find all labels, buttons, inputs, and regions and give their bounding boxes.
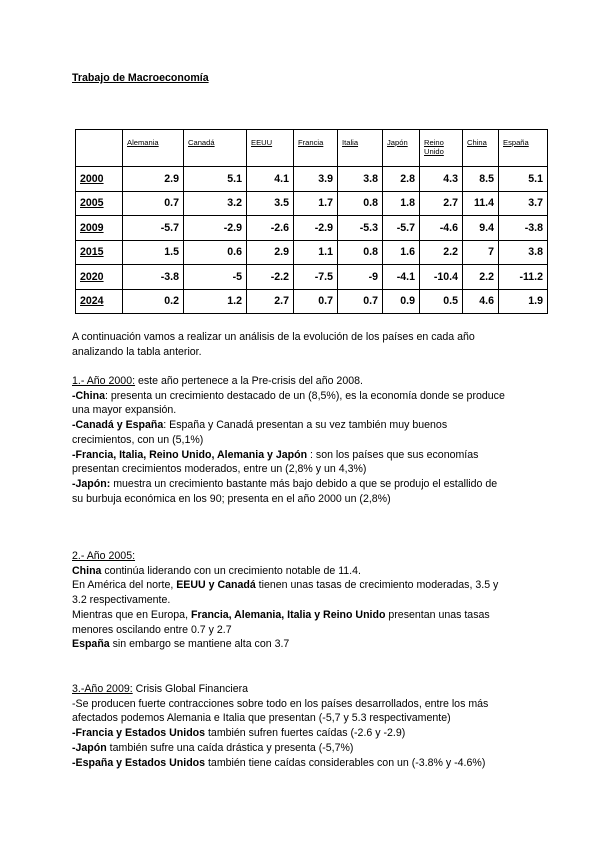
table-cell: -10.4: [420, 265, 463, 290]
paragraph-line: [72, 418, 542, 433]
row-year: 2024: [76, 289, 123, 314]
table-cell: 8.5: [463, 167, 499, 192]
table-row: [76, 167, 548, 192]
paragraph-line: afectados podemos Alemania e Italia que presentan (-5,7 y 5.3 respectivamente): [72, 712, 451, 725]
table-cell: -2.9: [184, 216, 247, 241]
section-heading: 1.- Año 2000:: [72, 375, 136, 387]
paragraph-text: Mientras que en Europa,: [72, 608, 191, 621]
table-cell: 0.6: [184, 240, 247, 265]
table-cell: 3.2: [184, 191, 247, 216]
table-cell: 0.2: [123, 289, 184, 314]
paragraph-line: [72, 564, 542, 579]
country-label: -Canadá y España: [72, 419, 164, 432]
column-header: Alemania: [123, 130, 184, 167]
table-row: [76, 240, 548, 265]
paragraph-line: -Se producen fuerte contracciones sobre todo en los países desarrollados, entre los más: [72, 697, 489, 710]
row-year: 2020: [76, 265, 123, 290]
table-cell: 4.3: [420, 167, 463, 192]
section-heading-line: [72, 682, 542, 697]
section-2000: [72, 374, 542, 506]
table-cell: 11.4: [463, 191, 499, 216]
table-cell: 3.8: [499, 240, 548, 265]
paragraph-line: una mayor expansión.: [72, 404, 177, 417]
table-cell: -5: [184, 265, 247, 290]
paragraph-line: [72, 756, 542, 771]
section-heading-rest: este año pertenece a la Pre-crisis del año 2008.: [135, 375, 363, 387]
paragraph-text: muestra un crecimiento bastante más bajo debido a que se produjo el estallido de: [110, 477, 498, 490]
section-heading: 2.- Año 2005:: [72, 550, 136, 562]
table-cell: 5.1: [184, 167, 247, 192]
paragraph-line: presentan crecimientos moderados, entre un (2,8% y un 4,3%): [72, 463, 367, 476]
table-cell: 7: [463, 240, 499, 265]
table-cell: 1.6: [383, 240, 420, 265]
table-cell: 2.9: [247, 240, 294, 265]
table-cell: -5.7: [123, 216, 184, 241]
paragraph-text: sin embargo se mantiene alta con 3.7: [109, 638, 290, 651]
table-cell: 0.7: [123, 191, 184, 216]
row-year: 2015: [76, 240, 123, 265]
paragraph-line: menores oscilando entre 0.7 y 2.7: [72, 623, 232, 636]
table-cell: -3.8: [499, 216, 548, 241]
paragraph-line: [72, 741, 542, 756]
paragraph-text: tienen unas tasas de crecimiento moderadas, 3.5 y: [255, 579, 499, 592]
paragraph-text: En América del norte,: [72, 579, 177, 592]
section-heading-line: [72, 374, 542, 389]
country-label: -Japón: [72, 741, 107, 754]
paragraph-line: [72, 448, 542, 463]
paragraph-text: continúa liderando con un crecimiento notable de 11.4.: [101, 564, 361, 577]
table-cell: 4.1: [247, 167, 294, 192]
column-header: España: [499, 130, 548, 167]
table-header-row: [76, 130, 548, 167]
table-cell: 1.1: [294, 240, 338, 265]
table-cell: 2.7: [420, 191, 463, 216]
table-cell: 0.8: [338, 240, 383, 265]
table-cell: 0.7: [294, 289, 338, 314]
paragraph-line: [72, 477, 542, 492]
table-cell: 3.5: [247, 191, 294, 216]
row-year: 2005: [76, 191, 123, 216]
table-cell: -5.3: [338, 216, 383, 241]
table-cell: -7.5: [294, 265, 338, 290]
paragraph-line: [72, 608, 542, 623]
intro-line: A continuación vamos a realizar un análisis de la evolución de los países en cada año: [72, 331, 475, 343]
paragraph-text: también sufre una caída drástica y presenta (-5,7%): [106, 741, 354, 754]
section-2009: [72, 682, 542, 770]
paragraph-text: presentan unas tasas: [385, 608, 490, 621]
column-header: Reino Unido: [420, 130, 463, 167]
paragraph-line: su burbuja económica en los 90; presenta en el año 2000 un (2,8%): [72, 492, 391, 505]
table-row: [76, 289, 548, 314]
table-cell: 2.2: [463, 265, 499, 290]
column-header: Canadá: [184, 130, 247, 167]
table-cell: 0.9: [383, 289, 420, 314]
table-cell: 1.2: [184, 289, 247, 314]
paragraph-line: 3.2 respectivamente.: [72, 594, 171, 607]
table-cell: -2.6: [247, 216, 294, 241]
row-year: 2000: [76, 167, 123, 192]
country-label: -Francia y Estados Unidos: [72, 727, 206, 740]
table-cell: -9: [338, 265, 383, 290]
intro-paragraph: [72, 330, 542, 359]
table-row: [76, 265, 548, 290]
table-cell: 2.2: [420, 240, 463, 265]
table-cell: 1.9: [499, 289, 548, 314]
table-cell: 3.9: [294, 167, 338, 192]
table-cell: 1.7: [294, 191, 338, 216]
table-cell: 0.5: [420, 289, 463, 314]
paragraph-line: [72, 389, 542, 404]
table-cell: -3.8: [123, 265, 184, 290]
table-cell: 1.5: [123, 240, 184, 265]
table-cell: 3.8: [338, 167, 383, 192]
paragraph-text: también sufren fuertes caídas (-2.6 y -2.9): [205, 727, 406, 740]
country-label: -España y Estados Unidos: [72, 756, 206, 769]
table-cell: 0.7: [338, 289, 383, 314]
table-cell: 3.7: [499, 191, 548, 216]
country-label: -China: [72, 389, 105, 402]
table-cell: 9.4: [463, 216, 499, 241]
section-heading: 3.-Año 2009:: [72, 683, 133, 695]
paragraph-line: crecimientos, con un (5,1%): [72, 433, 204, 446]
table-cell: -4.6: [420, 216, 463, 241]
gdp-growth-table: [75, 129, 548, 314]
table-cell: 0.8: [338, 191, 383, 216]
paragraph-text: : son los países que sus economías: [307, 448, 479, 461]
country-label: -Francia, Italia, Reino Unido, Alemania y Japón: [72, 448, 308, 461]
country-label: EEUU y Canadá: [176, 579, 256, 592]
document-title: Trabajo de Macroeconomía: [72, 72, 209, 84]
section-heading-rest: Crisis Global Financiera: [132, 683, 249, 695]
column-header: China: [463, 130, 499, 167]
table-cell: 2.7: [247, 289, 294, 314]
paragraph-text: : España y Canadá presentan a su vez también muy buenos: [163, 419, 448, 432]
paragraph-text: : presenta un crecimiento destacado de un (8,5%), es la economía donde se produce: [104, 389, 505, 402]
section-2005: [72, 549, 542, 652]
intro-line: analizando la tabla anterior.: [72, 345, 202, 358]
paragraph-line: [72, 578, 542, 593]
table-cell: 2.8: [383, 167, 420, 192]
table-cell: -11.2: [499, 265, 548, 290]
paragraph-text: también tiene caídas considerables con un (-3.8% y -4.6%): [205, 756, 486, 769]
table-cell: -2.9: [294, 216, 338, 241]
table-corner-cell: [76, 130, 123, 167]
country-label: China: [72, 564, 102, 577]
table-row: [76, 191, 548, 216]
country-label: -Japón:: [72, 477, 111, 490]
paragraph-line: [72, 637, 542, 652]
table-row: [76, 216, 548, 241]
table-cell: 4.6: [463, 289, 499, 314]
paragraph-line: [72, 726, 542, 741]
column-header: Francia: [294, 130, 338, 167]
table-cell: 1.8: [383, 191, 420, 216]
table-cell: -4.1: [383, 265, 420, 290]
row-year: 2009: [76, 216, 123, 241]
table-cell: -2.2: [247, 265, 294, 290]
country-label: España: [72, 638, 110, 651]
country-label: Francia, Alemania, Italia y Reino Unido: [190, 608, 386, 621]
table-cell: 2.9: [123, 167, 184, 192]
table-cell: 5.1: [499, 167, 548, 192]
table-cell: -5.7: [383, 216, 420, 241]
column-header: Japón: [383, 130, 420, 167]
column-header: EEUU: [247, 130, 294, 167]
column-header: Italia: [338, 130, 383, 167]
